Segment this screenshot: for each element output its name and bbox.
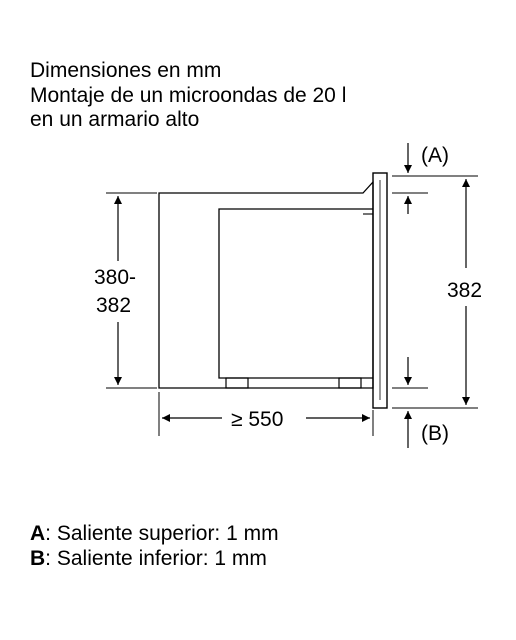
overhang-a-label: (A) xyxy=(421,144,449,167)
overhang-b-label: (B) xyxy=(421,422,449,445)
legend-item-a xyxy=(30,521,279,546)
microwave-body xyxy=(219,209,373,378)
microwave-foot-rear xyxy=(339,378,361,388)
legend-text-b: : Saliente inferior: 1 mm xyxy=(45,547,267,570)
title-line-1: Dimensiones en mm xyxy=(30,59,222,82)
legend-key-a: A xyxy=(30,522,46,545)
title-line-2: Montaje de un microondas de 20 l xyxy=(30,83,347,107)
legend-item-b xyxy=(30,546,279,571)
height-cabinet-label-1: 380- xyxy=(94,266,137,289)
legend xyxy=(30,521,279,571)
microwave-foot-front xyxy=(226,378,248,388)
depth-label: ≥ 550 xyxy=(231,408,284,431)
height-cabinet-label-2: 382 xyxy=(96,294,132,317)
legend-key-b: B xyxy=(30,547,46,570)
cabinet-niche xyxy=(159,182,373,388)
legend-text-a: : Saliente superior: 1 mm xyxy=(45,522,279,545)
title-line-3: en un armario alto xyxy=(30,108,200,131)
height-front-label: 382 xyxy=(447,279,483,302)
